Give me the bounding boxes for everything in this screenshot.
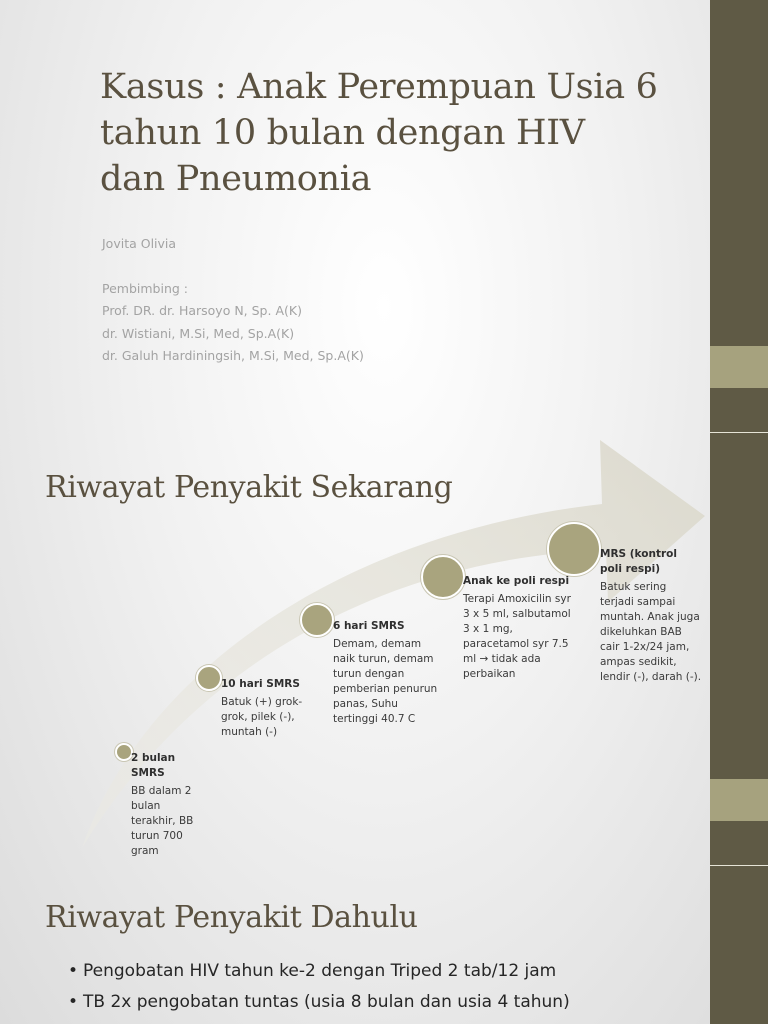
timeline-node: [547, 522, 601, 576]
decorative-sidebar: [710, 0, 768, 1024]
timeline-entry: [221, 677, 307, 740]
section-heading-past-history: Riwayat Penyakit Dahulu: [45, 900, 418, 935]
timeline-entry-label: Anak ke poli respi: [463, 575, 570, 587]
timeline-entry-text: Demam, demam naik turun, demam turun dengan pemberian penurun panas, Suhu tertinggi 40.7 C: [333, 638, 438, 725]
timeline-node: [421, 555, 465, 599]
timeline-entry: [131, 751, 203, 859]
past-history-list: [68, 960, 708, 1022]
sidebar-accent-block: [710, 779, 768, 821]
timeline-node: [196, 665, 222, 691]
timeline-entry-label: 6 hari SMRS: [333, 620, 405, 632]
timeline-entry-text: Terapi Amoxicilin syr 3 x 5 ml, salbutamol 3 x 1 mg, paracetamol syr 7.5 ml → tidak ada perbaikan: [463, 593, 571, 680]
timeline-entry-label: 10 hari SMRS: [221, 678, 300, 690]
slide-meta: [102, 233, 662, 368]
timeline-entry-label: 2 bulan SMRS: [131, 752, 176, 779]
supervisor-name: dr. Galuh Hardiningsih, M.Si, Med, Sp.A(K): [102, 348, 364, 363]
list-item: • TB 2x pengobatan tuntas (usia 8 bulan dan usia 4 tahun): [68, 991, 708, 1013]
timeline-entry-text: BB dalam 2 bulan terakhir, BB turun 700 gram: [131, 785, 194, 857]
timeline-entry-text: Batuk sering terjadi sampai muntah. Anak juga dikeluhkan BAB cair 1-2x/24 jam, ampas sedikit, lendir (-), darah (-).: [600, 581, 702, 683]
timeline-node: [300, 603, 334, 637]
supervisor-name: dr. Wistiani, M.Si, Med, Sp.A(K): [102, 325, 295, 341]
supervisor-name: Prof. DR. dr. Harsoyo N, Sp. A(K): [102, 303, 302, 318]
timeline-entry-label: MRS (kontrol poli respi): [600, 548, 677, 575]
list-item: • Pengobatan HIV tahun ke-2 dengan Triped 2 tab/12 jam: [68, 960, 708, 982]
supervisor-heading: Pembimbing :: [102, 280, 188, 296]
slide-title: Kasus : Anak Perempuan Usia 6 tahun 10 bulan dengan HIV dan Pneumonia: [100, 67, 658, 199]
timeline-entry: [463, 574, 571, 682]
sidebar-divider: [710, 432, 768, 433]
presenter-name: Jovita Olivia: [102, 236, 177, 251]
sidebar-accent-block: [710, 346, 768, 388]
timeline-entry-text: Batuk (+) grok-grok, pilek (-), muntah (-): [221, 696, 303, 738]
section-heading-current-history: Riwayat Penyakit Sekarang: [45, 470, 453, 505]
sidebar-divider: [710, 865, 768, 866]
timeline-entry: [600, 547, 702, 685]
timeline-entry: [333, 619, 445, 727]
